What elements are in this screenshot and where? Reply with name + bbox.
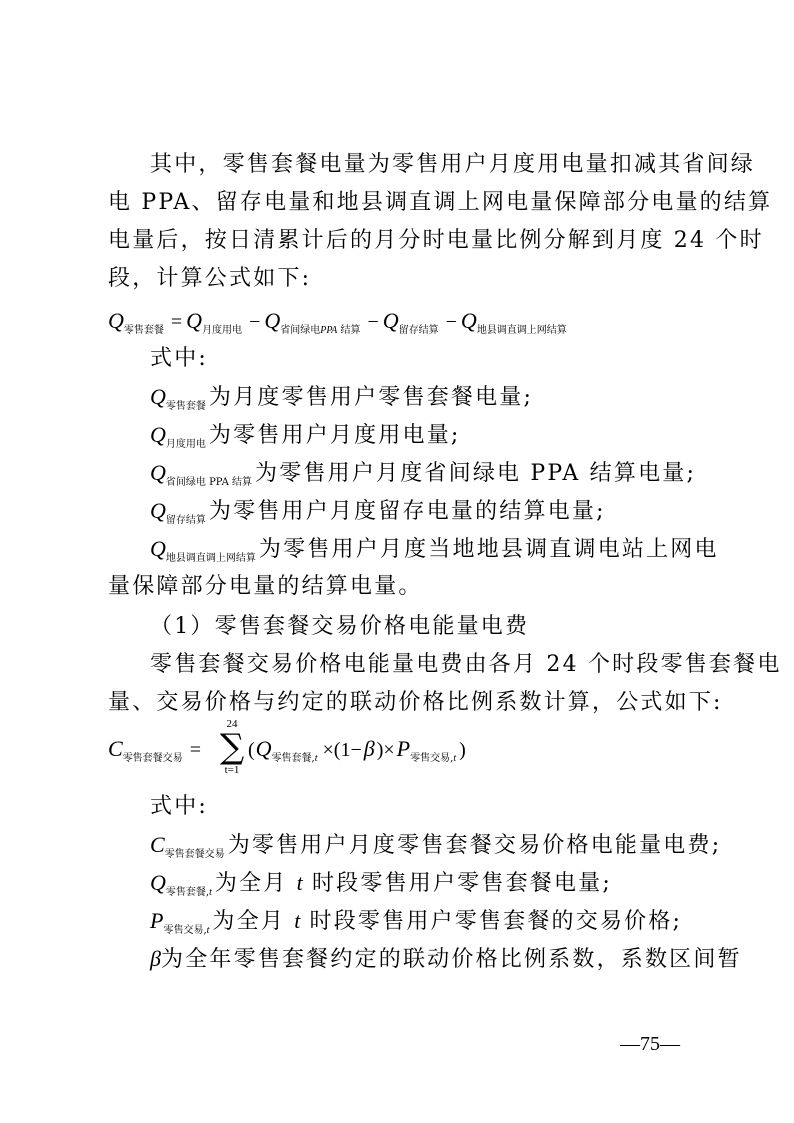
section-heading: （1）零售套餐交易价格电能量电费: [150, 614, 530, 639]
definition-item: $P_{零售交易,t}$ 为全月 t 时段零售用户零售套餐的交易价格;: [150, 908, 683, 936]
formula-subscript: 月度用电: [202, 325, 243, 336]
definition-item: $Q_{零售套餐,t}$ 为全月 t 时段零售用户零售套餐电量;: [150, 870, 612, 898]
definition-item: $Q_{省间绿电 PPA 结算}$ 为零售用户月度省间绿电 PPA 结算电量;: [150, 460, 697, 488]
formula-subscript: 零售套餐,t: [271, 753, 318, 764]
definition-item: $Q_{地县调直调上网结算}$ 为零售用户月度当地地县调直调电站上网电: [150, 536, 719, 564]
formula-subscript: 零售交易,t: [410, 753, 457, 764]
formula-symbol: Q: [382, 308, 399, 333]
formula-operator: −: [445, 311, 457, 333]
formula-operator: =: [189, 739, 201, 761]
paragraph-line: 电 PPA、留存电量和地县调直调上网电量保障部分电量的结算: [108, 190, 773, 215]
definition-item: $C_{零售套餐交易}$ 为零售用户月度零售套餐交易价格电能量电费;: [150, 832, 722, 860]
formula-symbol: C: [108, 736, 123, 761]
paragraph-line: 量、交易价格与约定的联动价格比例系数计算，公式如下:: [108, 690, 723, 715]
formula-subscript: 留存结算: [398, 325, 439, 336]
summation-lower-limit: t=1: [224, 764, 240, 776]
paragraph-line: 电量后，按日清累计后的月分时电量比例分解到月度 24 个时: [108, 228, 764, 253]
formula-symbol: β: [363, 736, 375, 761]
formula-symbol: P: [396, 736, 411, 761]
paragraph-line: 段，计算公式如下:: [108, 266, 312, 291]
formula-symbol: Q: [460, 308, 477, 333]
definition-item: $Q_{月度用电}$ 为零售用户月度用电量;: [150, 422, 461, 450]
definition-item: $Q_{留存结算}$ 为零售用户月度留存电量的结算电量;: [150, 498, 606, 526]
formula-symbol: Q: [108, 308, 124, 333]
summation-symbol: ∑: [220, 727, 245, 767]
formula-retail-package-energy: [108, 304, 570, 343]
formula-symbol: Q: [264, 308, 281, 333]
definition-item: β为全年零售套餐约定的联动价格比例系数，系数区间暂: [150, 946, 742, 972]
formula-symbol: Q: [186, 308, 203, 333]
formula-operator: =: [170, 311, 183, 333]
formula-operator: −: [249, 311, 261, 333]
definitions-heading: 式中:: [150, 346, 209, 371]
definition-item: $Q_{零售套餐}$ 为月度零售用户零售套餐电量;: [150, 384, 534, 412]
formula-operator: −: [367, 311, 379, 333]
paragraph-line: 其中，零售套餐电量为零售用户月度用电量扣减其省间绿: [150, 152, 756, 177]
formula-subscript: 地县调直调上网结算: [476, 325, 567, 336]
page-number: —75—: [620, 1033, 680, 1055]
formula-subscript: 零售套餐交易: [122, 753, 183, 764]
summation: [220, 718, 244, 776]
formula-retail-package-fee: $C_{零售套餐交易}$ = 24 ∑ t=1 ($Q_{零售套餐,t} \times(1-\beta$ )$\times P_{零售交易,t}$ ): [108, 718, 466, 776]
formula-subscript: 省间绿电PPA 结算: [280, 325, 361, 336]
paragraph-line: 零售套餐交易价格电能量电费由各月 24 个时段零售套餐电: [150, 652, 782, 677]
definitions-heading: 式中:: [150, 794, 209, 819]
formula-symbol: Q: [255, 736, 272, 761]
definition-continuation: 量保障部分电量的结算电量。: [108, 574, 423, 599]
summation-upper-limit: 24: [226, 718, 238, 730]
formula-subscript: 零售套餐: [123, 325, 164, 336]
